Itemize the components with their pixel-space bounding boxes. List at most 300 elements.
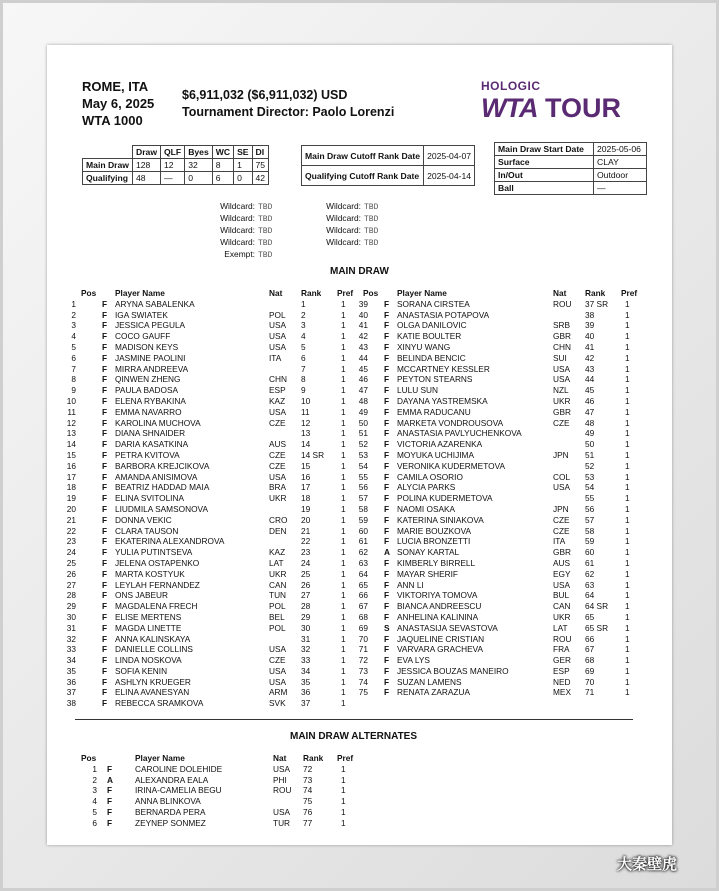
player-row (66, 644, 361, 655)
player-position: 11 (67, 406, 76, 417)
player-rank: 7 (301, 363, 306, 374)
wildcard-label: Wildcard: (326, 225, 361, 235)
draw-table-cell: 12 (161, 159, 185, 172)
player-nationality: AUS (553, 557, 571, 568)
player-row (66, 460, 361, 472)
player-name: DIANA SHNAIDER (115, 428, 186, 439)
player-name: IRINA-CAMELIA BEGU (135, 785, 222, 796)
player-nationality: GBR (553, 331, 571, 342)
player-name: ONS JABEUR (115, 590, 169, 601)
player-position: 63 (358, 557, 368, 568)
player-nationality: TUN (269, 590, 287, 601)
player-row (358, 493, 653, 504)
player-row (66, 579, 361, 591)
list-header-cell: Rank (585, 288, 606, 298)
player-position: 4 (92, 796, 97, 807)
entry-type: F (102, 557, 108, 568)
player-row (81, 785, 381, 796)
player-name: SONAY KARTAL (397, 547, 460, 558)
player-nationality: COL (553, 471, 571, 482)
player-rank: 28 (301, 601, 311, 612)
player-name: KAROLINA MUCHOVA (115, 417, 201, 428)
player-name: ASHLYN KRUEGER (115, 676, 191, 687)
player-row (358, 644, 653, 655)
player-rank: 45 (585, 385, 595, 396)
player-name: ZEYNEP SONMEZ (135, 817, 206, 828)
player-rank: 43 (585, 363, 595, 374)
player-name: MAGDA LINETTE (115, 622, 182, 633)
main-draw-title: MAIN DRAW (330, 266, 389, 277)
alternates-list (81, 753, 381, 829)
player-position: 33 (66, 644, 76, 655)
player-row (81, 764, 381, 775)
player-name: BERNARDA PERA (135, 806, 206, 817)
player-pref: 1 (625, 503, 630, 514)
player-position: 35 (66, 665, 76, 676)
player-rank: 74 (303, 785, 313, 796)
player-position: 12 (66, 417, 76, 428)
player-pref: 1 (625, 590, 630, 601)
tournament-location-block (82, 78, 154, 129)
player-nationality: USA (269, 471, 287, 482)
player-position: 51 (358, 428, 368, 439)
alternates-title: MAIN DRAW ALTERNATES (290, 731, 418, 742)
player-pref: 1 (341, 309, 346, 320)
entry-type: F (384, 352, 390, 363)
list-header-cell: Pref (621, 288, 638, 298)
entry-type: F (102, 482, 108, 493)
player-position: 3 (92, 785, 97, 796)
prize-money: $6,911,032 ($6,911,032) USD (182, 88, 348, 102)
player-row (81, 796, 381, 807)
player-name: ANHELINA KALININA (397, 611, 479, 622)
player-rank: 11 (301, 406, 310, 417)
player-pref: 1 (625, 655, 630, 666)
player-rank: 64 SR (585, 601, 609, 612)
wildcard-value: TBD (258, 239, 273, 248)
player-row (358, 460, 653, 472)
player-pref: 1 (625, 460, 630, 471)
entry-type: S (384, 622, 390, 633)
player-nationality: ARM (269, 687, 288, 698)
entry-type: F (384, 341, 390, 352)
player-pref: 1 (625, 601, 630, 612)
entry-type: F (102, 579, 108, 590)
player-name: SOFIA KENIN (115, 665, 168, 676)
player-row (66, 525, 361, 537)
player-rank: 58 (585, 525, 595, 536)
player-position: 6 (92, 817, 97, 828)
cutoff-table-cell: 2025-04-07 (424, 146, 475, 166)
entry-type: F (102, 460, 108, 471)
player-row (66, 655, 361, 666)
entry-type: F (384, 331, 390, 342)
entry-type: F (384, 449, 390, 460)
player-row (358, 687, 653, 698)
entry-type: A (384, 547, 390, 558)
player-rank: 17 (301, 482, 311, 493)
player-pref: 1 (341, 579, 346, 590)
player-pref: 1 (341, 417, 346, 428)
player-position: 6 (71, 352, 76, 363)
player-nationality: CZE (269, 417, 286, 428)
player-pref: 1 (341, 568, 346, 579)
player-name: XINYU WANG (397, 341, 451, 352)
entry-type: F (107, 806, 113, 817)
player-name: SORANA CIRSTEA (397, 298, 470, 309)
player-name: VERONIKA KUDERMETOVA (397, 460, 506, 471)
player-rank: 31 (301, 633, 311, 644)
player-rank: 27 (301, 590, 311, 601)
player-row (66, 676, 361, 688)
player-rank: 56 (585, 503, 595, 514)
player-row (358, 320, 653, 331)
player-nationality: ESP (269, 385, 286, 396)
player-nationality: SUI (553, 352, 567, 363)
wildcard-value: TBD (258, 251, 273, 260)
player-nationality: SVK (269, 698, 286, 709)
player-pref: 1 (625, 665, 630, 676)
player-name: MOYUKA UCHIJIMA (397, 449, 474, 460)
player-rank: 60 (585, 547, 595, 558)
player-rank: 66 (585, 633, 595, 644)
entry-type: F (384, 503, 390, 514)
player-row (358, 514, 653, 526)
entry-type: F (384, 644, 390, 655)
player-rank: 10 (301, 395, 311, 406)
player-rank: 14 (301, 439, 311, 450)
wildcard-label: Wildcard: (220, 237, 255, 247)
entry-type: F (102, 698, 108, 709)
player-position: 69 (358, 622, 368, 633)
player-name: JASMINE PAOLINI (115, 352, 186, 363)
player-pref: 1 (341, 298, 346, 309)
player-pref: 1 (341, 557, 346, 568)
player-pref: 1 (625, 363, 630, 374)
player-row (358, 482, 653, 493)
player-rank: 19 (301, 503, 311, 514)
player-row (66, 493, 361, 504)
list-header-cell: Player Name (135, 753, 185, 763)
player-position: 50 (358, 417, 368, 428)
entry-type: F (384, 568, 390, 579)
entry-type: A (107, 774, 113, 785)
player-row (66, 449, 361, 461)
cutoff-date-table (301, 145, 475, 186)
player-position: 9 (71, 385, 76, 396)
player-pref: 1 (625, 493, 630, 504)
player-row (358, 622, 653, 634)
player-pref: 1 (341, 363, 346, 374)
entry-type: F (102, 493, 108, 504)
entry-type: F (384, 665, 390, 676)
player-name: ANNA KALINSKAYA (115, 633, 191, 644)
player-position: 7 (71, 363, 76, 374)
player-position: 8 (71, 374, 76, 385)
player-position: 28 (66, 590, 76, 601)
player-rank: 34 (301, 665, 311, 676)
player-row (66, 687, 361, 698)
player-nationality: AUS (269, 439, 287, 450)
player-row (66, 482, 361, 493)
player-rank: 23 (301, 547, 311, 558)
player-name: ALYCIA PARKS (397, 482, 456, 493)
wildcard-list-right (323, 201, 378, 249)
player-name: SUZAN LAMENS (397, 676, 462, 687)
player-nationality: CZE (269, 655, 286, 666)
entry-type: F (384, 309, 390, 320)
player-position: 34 (66, 655, 76, 666)
player-name: DONNA VEKIC (115, 514, 172, 525)
player-pref: 1 (341, 611, 346, 622)
logo-wta-text: WTA (481, 93, 538, 123)
player-position: 47 (358, 385, 368, 396)
player-rank: 8 (301, 374, 306, 385)
player-position: 1 (71, 298, 76, 309)
player-rank: 22 (301, 536, 311, 547)
draw-table-cell: 6 (212, 172, 233, 185)
player-position: 66 (358, 590, 368, 601)
player-rank: 62 (585, 568, 595, 579)
player-row (71, 341, 361, 353)
player-nationality: UKR (269, 568, 287, 579)
player-position: 55 (358, 471, 368, 482)
player-nationality: CZE (553, 514, 570, 525)
player-pref: 1 (625, 352, 630, 363)
player-name: ELENA RYBAKINA (115, 395, 186, 406)
player-row (358, 579, 653, 591)
player-position: 25 (66, 557, 76, 568)
player-rank: 4 (301, 331, 306, 342)
player-nationality: JPN (553, 503, 569, 514)
player-position: 30 (66, 611, 76, 622)
list-header-cell: Pos (81, 288, 97, 298)
player-pref: 1 (341, 482, 346, 493)
player-position: 26 (66, 568, 76, 579)
player-pref: 1 (625, 579, 630, 590)
player-name: IGA SWIATEK (115, 309, 168, 320)
player-position: 21 (66, 514, 76, 525)
player-pref: 1 (341, 676, 346, 687)
info-table-row (495, 156, 647, 169)
wildcard-label: Wildcard: (326, 201, 361, 211)
player-rank: 35 (301, 676, 311, 687)
player-nationality: CZE (553, 417, 570, 428)
player-rank: 6 (301, 352, 306, 363)
player-pref: 1 (341, 525, 346, 536)
player-rank: 61 (585, 557, 595, 568)
player-pref: 1 (625, 471, 630, 482)
player-rank: 9 (301, 385, 306, 396)
player-pref: 1 (625, 525, 630, 536)
draw-table-header-cell: DI (252, 146, 269, 159)
player-nationality: TUR (273, 817, 291, 828)
list-header-row (81, 288, 361, 299)
list-header-row (363, 288, 653, 299)
player-position: 29 (66, 601, 76, 612)
entry-type: F (102, 514, 108, 525)
entry-type: F (384, 655, 390, 666)
player-row (66, 698, 361, 709)
player-position: 75 (358, 687, 368, 698)
entry-type: F (384, 363, 390, 374)
player-pref: 1 (341, 655, 346, 666)
entry-type: F (384, 590, 390, 601)
player-nationality: GER (553, 655, 571, 666)
entry-type: F (384, 482, 390, 493)
player-position: 37 (66, 687, 76, 698)
player-position: 64 (358, 568, 368, 579)
draw-table-cell: 32 (185, 159, 213, 172)
entry-type: F (384, 687, 390, 698)
player-pref: 1 (625, 298, 630, 309)
player-position: 45 (358, 363, 368, 374)
entry-type: F (384, 374, 390, 385)
player-pref: 1 (341, 590, 346, 601)
player-position: 62 (358, 547, 368, 558)
player-row (358, 374, 653, 385)
wildcard-label: Wildcard: (220, 201, 255, 211)
player-nationality: USA (273, 763, 291, 774)
player-rank: 14 SR (301, 449, 325, 460)
list-header-row (81, 753, 381, 764)
player-position: 44 (358, 352, 368, 363)
player-nationality: ROU (273, 785, 292, 796)
info-table-row (495, 143, 647, 156)
player-row (66, 665, 361, 677)
list-header-cell: Nat (273, 753, 287, 763)
player-pref: 1 (625, 439, 630, 450)
entry-type: F (107, 796, 113, 807)
player-row (358, 298, 653, 310)
player-rank: 18 (301, 493, 311, 504)
list-header-cell: Pos (81, 753, 97, 763)
player-row (66, 611, 361, 623)
entry-type: F (384, 417, 390, 428)
player-nationality: KAZ (269, 395, 286, 406)
player-name: EMMA RADUCANU (397, 406, 471, 417)
entry-type: F (102, 374, 108, 385)
draw-table-header-cell: Byes (185, 146, 213, 159)
entry-type: F (102, 417, 108, 428)
player-nationality: USA (553, 374, 571, 385)
player-pref: 1 (625, 417, 630, 428)
tournament-level: WTA 1000 (82, 113, 143, 128)
player-rank: 52 (585, 460, 595, 471)
player-nationality: FRA (553, 644, 570, 655)
player-name: KATIE BOULTER (397, 331, 462, 342)
entry-type: F (102, 449, 108, 460)
player-position: 67 (358, 601, 368, 612)
player-row (358, 449, 653, 461)
wildcard-label: Wildcard: (326, 237, 361, 247)
player-position: 32 (66, 633, 76, 644)
player-nationality: LAT (553, 622, 568, 633)
player-pref: 1 (625, 331, 630, 342)
entry-type: F (102, 644, 108, 655)
player-name: LIUDMILA SAMSONOVA (115, 503, 208, 514)
player-position: 39 (358, 298, 368, 309)
player-rank: 65 (585, 611, 595, 622)
entry-type: F (384, 601, 390, 612)
player-rank: 44 (585, 374, 595, 385)
player-pref: 1 (341, 601, 346, 612)
player-rank: 13 (301, 428, 311, 439)
player-rank: 26 (301, 579, 311, 590)
player-pref: 1 (341, 331, 346, 342)
entry-type: F (107, 785, 113, 796)
player-rank: 41 (585, 341, 595, 352)
logo-wta-tour-text (481, 94, 641, 122)
player-pref: 1 (625, 557, 630, 568)
player-position: 36 (66, 676, 76, 687)
hologic-wta-tour-logo (481, 79, 641, 127)
list-header-cell: Player Name (115, 288, 165, 298)
player-rank: 42 (585, 352, 595, 363)
player-nationality: USA (553, 579, 571, 590)
info-table-cell: 2025-05-06 (594, 143, 647, 156)
logo-tour-text: TOUR (545, 93, 622, 123)
player-name: DANIELLE COLLINS (115, 644, 193, 655)
entry-type: F (102, 503, 108, 514)
player-name: ANASTASIA PAVLYUCHENKOVA (397, 428, 522, 439)
entry-type: F (102, 439, 108, 450)
entry-list-document (47, 45, 672, 845)
draw-table-header-cell: Draw (132, 146, 160, 159)
player-row (66, 514, 361, 526)
wildcard-entry (323, 201, 378, 213)
player-position: 22 (66, 525, 76, 536)
player-nationality: GBR (553, 547, 571, 558)
cutoff-table-cell: Main Draw Cutoff Rank Date (302, 146, 424, 166)
player-pref: 1 (625, 309, 630, 320)
player-nationality: JPN (553, 449, 569, 460)
player-row (358, 352, 653, 364)
player-row (71, 352, 361, 364)
player-rank: 1 (301, 298, 306, 309)
player-rank: 24 (301, 557, 311, 568)
entry-type: F (102, 395, 108, 406)
player-position: 14 (66, 439, 76, 450)
player-name: AMANDA ANISIMOVA (115, 471, 198, 482)
player-row (358, 363, 653, 375)
player-row (358, 557, 653, 569)
player-nationality: USA (269, 341, 287, 352)
wildcard-value: TBD (364, 203, 379, 212)
player-rank: 68 (585, 655, 595, 666)
player-position: 65 (358, 579, 368, 590)
section-divider (75, 719, 633, 720)
player-rank: 48 (585, 417, 595, 428)
player-nationality: CAN (269, 579, 287, 590)
player-nationality: CZE (269, 460, 286, 471)
player-nationality: NED (553, 676, 571, 687)
entry-type: F (102, 665, 108, 676)
player-row (66, 601, 361, 612)
player-nationality: BEL (269, 611, 285, 622)
info-table-cell: Outdoor (594, 169, 647, 182)
player-row (71, 309, 361, 321)
player-name: VICTORIA AZARENKA (397, 439, 483, 450)
player-name: BELINDA BENCIC (397, 352, 466, 363)
player-rank: 63 (585, 579, 595, 590)
wildcard-entry (323, 225, 378, 237)
player-position: 48 (358, 395, 368, 406)
entry-type: F (384, 320, 390, 331)
player-name: REBECCA SRAMKOVA (115, 698, 204, 709)
player-pref: 1 (341, 633, 346, 644)
player-rank: 40 (585, 331, 595, 342)
